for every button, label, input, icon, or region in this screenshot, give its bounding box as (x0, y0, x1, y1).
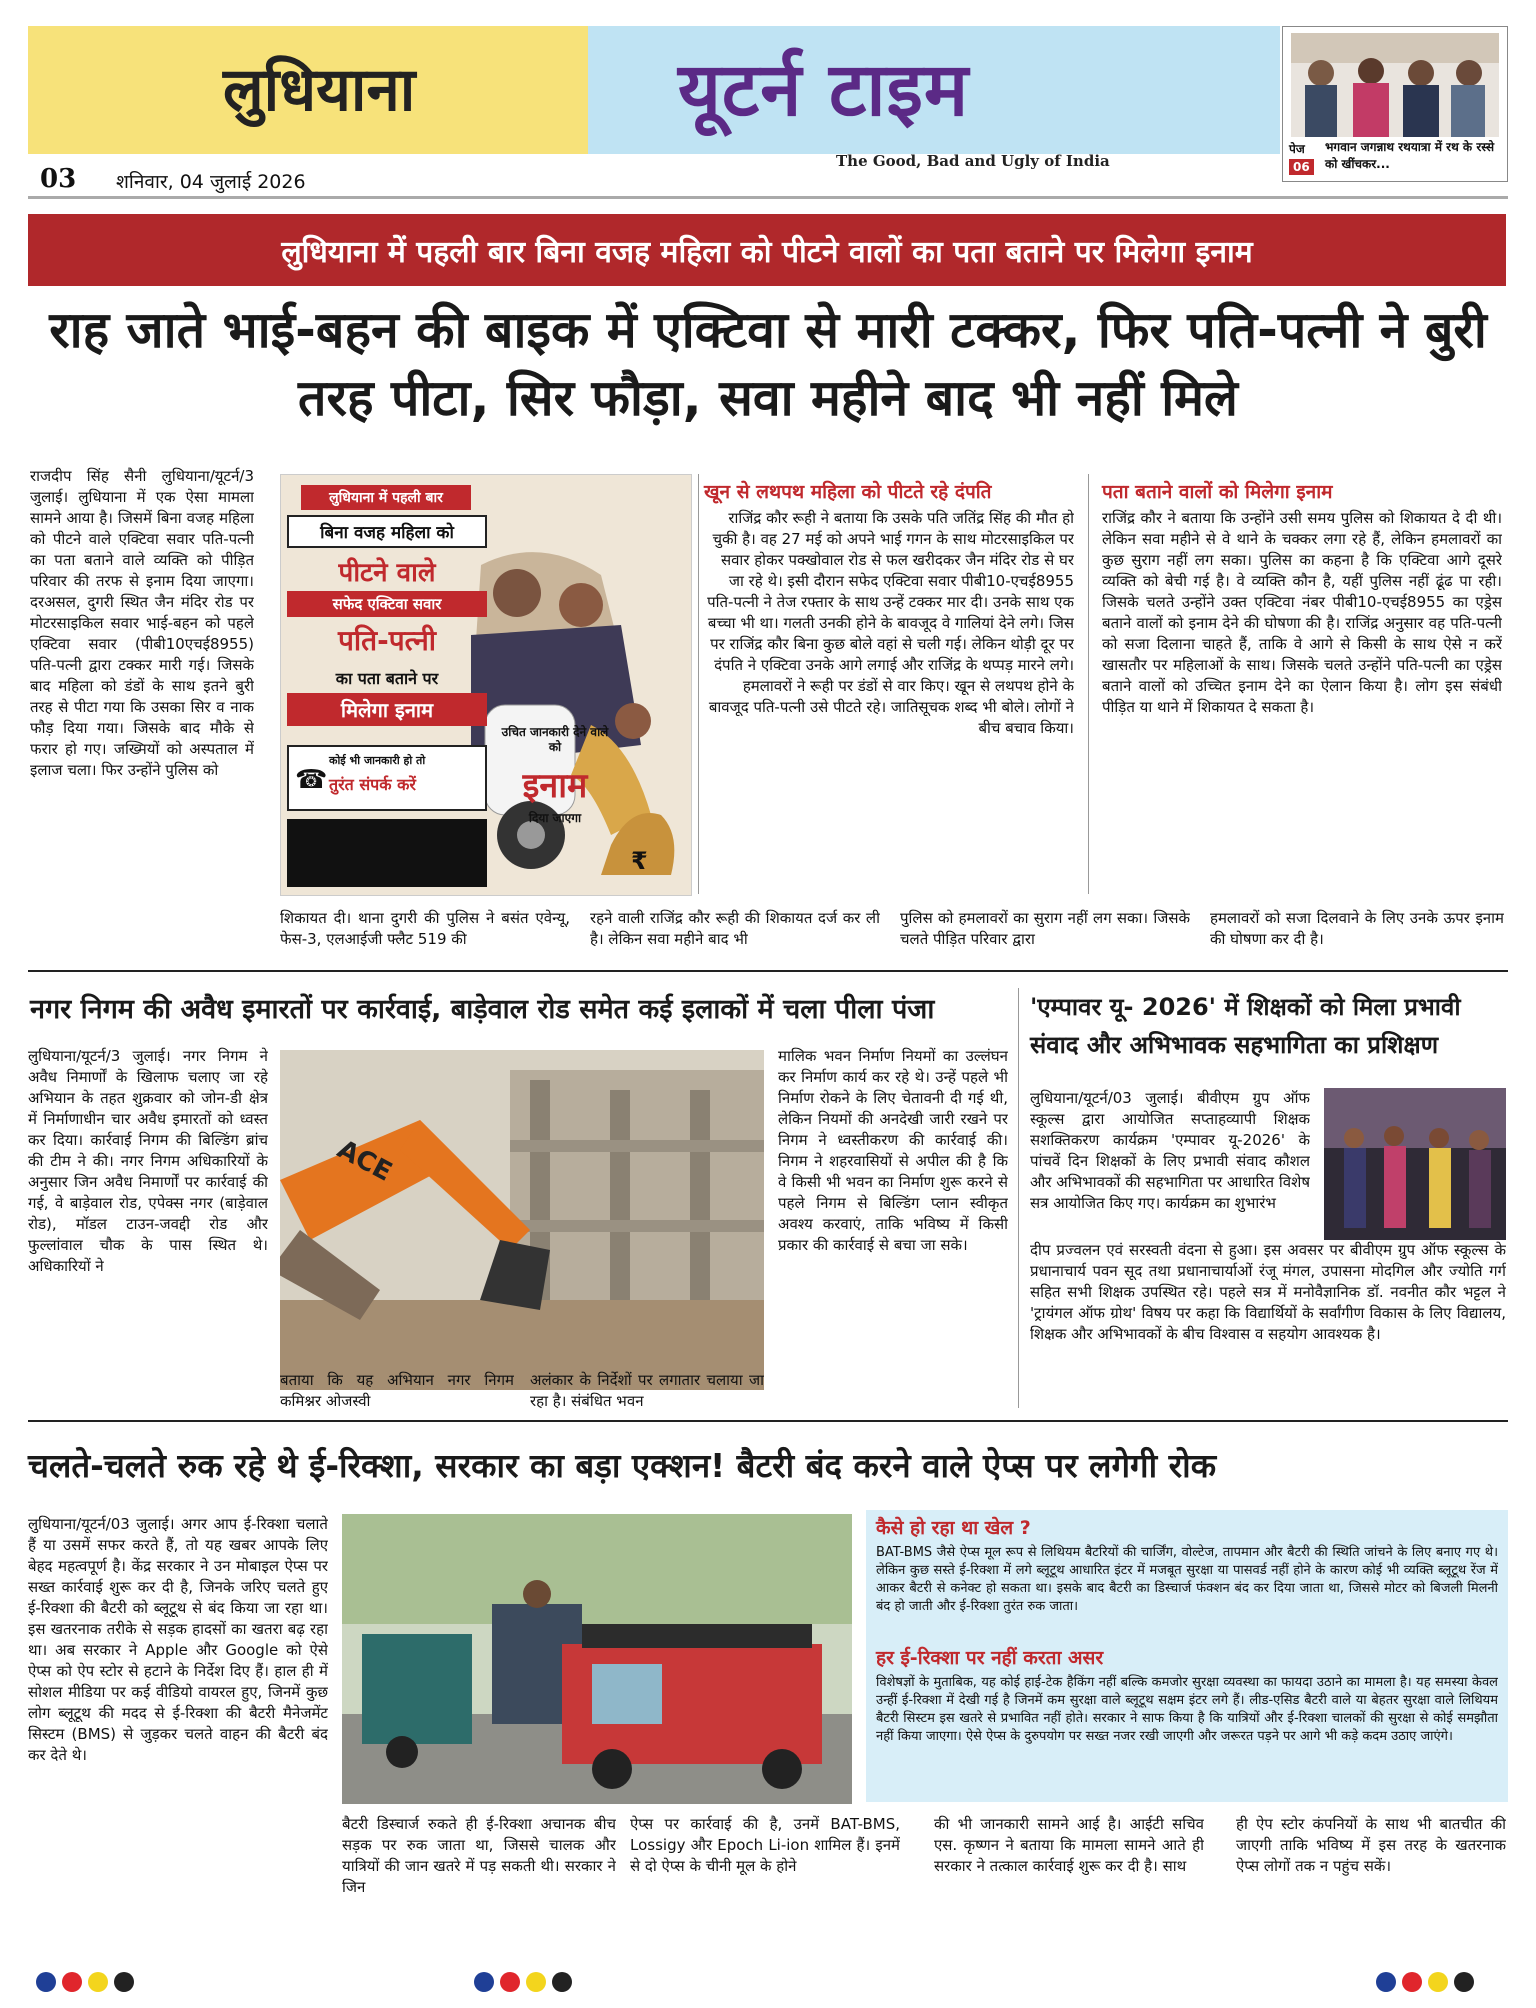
poster-contact2: तुरंत संपर्क करें (329, 775, 416, 794)
poster-line4: पति-पत्नी (337, 624, 437, 657)
reg-dot (36, 1972, 56, 1992)
story2-bottom-col1: बताया कि यह अभियान नगर निगम कमिश्नर ओजस्वी (280, 1371, 514, 1410)
erickshaw-photo (342, 1514, 852, 1804)
story1-divider-1 (698, 474, 699, 894)
tagline: The Good, Bad and Ugly of India (836, 152, 1110, 170)
poster-line1: बिना वजह महिला को (287, 515, 487, 548)
story4-bottom-col4: ही ऐप स्टोर कंपनियों के साथ भी बातचीत की जाएगी ताकि भविष्य में इस तरह के खतरनाक ऐप्स लोगों तक न पहुंच सकें। (1236, 1815, 1506, 1875)
reg-dot (114, 1972, 134, 1992)
registration-marks-left (36, 1972, 134, 1992)
teaser-page-number: 06 (1289, 159, 1314, 175)
reg-dot (526, 1972, 546, 1992)
story4-bottom-col1: बैटरी डिस्चार्ज रुकते ही ई-रिक्शा अचानक बीच सड़क पर रुक जाता था, जिससे चालक और यात्रियों की जान खतरे में पड़ सकती थी। सरकार ने जिन (342, 1815, 616, 1896)
teachers-scene (1324, 1088, 1506, 1240)
story3-col1: लुधियाना/यूटर्न/03 जुलाई। बीवीएम ग्रुप ऑफ स्कूल्स द्वारा आयोजित सप्ताहव्यापी शिक्षक सशक्तिकरण कार्यक्रम 'एम्पावर यू-2026' के पांचवें दिन शिक्षकों के लिए प्रभावी संवाद कौशल और अभिभावकों की सहभागिता पर आधारित विशेष सत्र आयोजित किए गए। कार्यक्रम का शुभारंभ (1030, 1089, 1310, 1212)
story1-headline: राह जाते भाई-बहन की बाइक में एक्टिवा से मारी टक्कर, फिर पति-पत्नी ने बुरी तरह पीटा, सिर फौड़ा, सवा महीने बाद भी नहीं मिले (49, 301, 1487, 427)
section-rule-2 (28, 1420, 1508, 1422)
poster-bag3: दिया जाएगा (528, 811, 582, 825)
story3-headline: 'एम्पावर यू- 2026' में शिक्षकों को मिला प्रभावी संवाद और अभिभावक सहभागिता का प्रशिक्षण (1030, 993, 1461, 1059)
poster-line2: पीटने वाले (338, 558, 436, 588)
story2-bottom-col2: अलंकार के निर्देशों पर लगातार चलाया जा रहा है। संबंधित भवन (530, 1371, 764, 1410)
erickshaw-scene (342, 1514, 852, 1804)
reg-dot (474, 1972, 494, 1992)
poster-line3: सफेद एक्टिवा सवार (287, 591, 487, 617)
story4-bottom-col3: की भी जानकारी सामने आई है। आईटी सचिव एस. कृष्णन ने बताया कि मामला सामने आते ही सरकार ने तत्काल कार्रवाई शुरू कर दी है। साथ (934, 1815, 1204, 1875)
section-rule-1 (28, 970, 1508, 972)
poster-line5: का पता बताने पर (335, 669, 439, 688)
excavator-scene (280, 1050, 764, 1390)
story1-bottom-col1: शिकायत दी। थाना दुगरी की पुलिस ने बसंत एवेन्यू, फेस-3, एलआईजी फ्लैट 519 की (280, 909, 570, 948)
reg-dot (552, 1972, 572, 1992)
info-box-heading-1: कैसे हो रहा था खेल ? (876, 1517, 1031, 1539)
banner-text: लुधियाना में पहली बार बिना वजह महिला को पीटने वालों का पता बताने पर मिलेगा इनाम (281, 234, 1253, 270)
poster-contact1: कोई भी जानकारी हो तो (329, 754, 426, 767)
story4-col1: लुधियाना/यूटर्न/03 जुलाई। अगर आप ई-रिक्शा चलाते हैं या उसमें सफर करते हैं, तो यह खबर आपके लिए बेहद महत्वपूर्ण है। केंद्र सरकार ने उन मोबाइल ऐप्स पर सख्त कार्रवाई शुरू कर दी है, जिनके जरिए चलते हुए ई-रिक्शा की बैटरी को ब्लूटूथ से बंद किया जा रहा था। इस खतरनाक तरीके से सड़क हादसों का खतरा बढ़ रहा था। अब सरकार ने Apple और Google को ऐसे ऐप्स को ऐप स्टोर से हटाने के निर्देश दिए हैं। हाल ही में सोशल मीडिया पर कई वीडियो वायरल हुए, जिनमें कुछ लोग ब्लूटूथ की मदद से ई-रिक्शा की बैटरी मैनेजमेंट सिस्टम (BMS) से जुड़कर चलते वाहन की बैटरी बंद कर देते थे। (28, 1515, 328, 1764)
story4-bottom-col2: ऐप्स पर कार्रवाई की है, उनमें BAT-BMS, Lossigy और Epoch Li-ion शामिल हैं। इनमें से दो ऐप्स के चीनी मूल के होने (630, 1815, 900, 1875)
excavator-label: ACE (332, 1134, 397, 1188)
teachers-photo (1324, 1088, 1506, 1240)
rupee-icon: ₹ (631, 847, 648, 875)
story1-divider-2 (1088, 474, 1089, 894)
banner (28, 214, 1506, 286)
reg-dot (1428, 1972, 1448, 1992)
poster-bag1: उचित जानकारी देने वाले को (501, 725, 609, 754)
paper-name: यूटर्न टाइम (678, 47, 970, 133)
masthead (28, 26, 1508, 194)
registration-marks-right (1376, 1972, 1474, 1992)
story1-bottom-col4: हमलावरों को सजा दिलवाने के लिए उनके ऊपर इनाम की घोषणा कर दी है। (1210, 909, 1504, 948)
story1-bottom-col3: पुलिस को हमलावरों का सुराग नहीं लग सका। जिसके चलते पीड़ित परिवार द्वारा (900, 909, 1190, 948)
story2-headline: नगर निगम की अवैध इमारतों पर कार्रवाई, बाड़ेवाल रोड समेत कई इलाकों में चला पीला पंजा (30, 994, 935, 1025)
story1-bottom-col2: रहने वाली राजिंद्र कौर रूही की शिकायत दर्ज कर ली है। लेकिन सवा महीने बाद भी (590, 909, 880, 948)
teaser-page-label: पेज (1289, 142, 1305, 156)
phone-icon: ☎ (295, 765, 328, 795)
story2-col1: लुधियाना/यूटर्न/3 जुलाई। नगर निगम ने अवैध निमार्णों के खिलाफ चलाए जा रहे अभियान के तहत शुक्रवार को जोन-डी क्षेत्र में निर्माणाधीन चार अवैध इमारतों को ध्वस्त कर दिया। कार्रवाई निगम की बिल्डिंग ब्रांच की टीम ने की। नगर निगम अधिकारियों के अनुसार जिन अवैध निमार्णों पर कार्रवाई की गई, वे बाड़ेवाल रोड, एपेक्स नगर (बाड़ेवाल रोड), मॉडल टाउन-जवद्दी रोड और फुल्लांवाल चौक के पास स्थित थे। अधिकारियों ने (28, 1047, 268, 1275)
masthead-rule (28, 196, 1508, 199)
story1-col2: राजिंद्र कौर रूही ने बताया कि उसके पति जतिंद्र सिंह की मौत हो चुकी है। वह 27 मई को अपने भाई गगन के साथ मोटरसाइकिल पर सवार होकर पक्खोवाल रोड से फल खरीदकर जैन मंदिर रोड से घर जा रहे थे। इसी दौरान सफेद एक्टिवा सवार पीबी10-एचई8955 पति-पत्नी ने तेज रफ्तार के साथ उन्हें टक्कर मार दी। उनके साथ एक बच्चा भी था। गलती उनकी होने के बावजूद वे गालियां देने लगे। जिस पर राजिंद्र कौर बिना कुछ बोले वहां से चली गई। लेकिन थोड़ी दूर पर दंपति ने एक्टिवा उनके आगे लगाई और राजिंद्र के थप्पड़ मारने लगे। हमलावरों ने रूही पर डंडों से वार किए। खून से लथपथ होने के बावजूद पति-पत्नी उसे पीटते रहे। जातिसूचक शब्द भी बोले। लोगों ने बीच बचाव किया। (707, 509, 1074, 737)
poster-bag2: इनाम (522, 766, 588, 806)
poster-contact-box (287, 745, 487, 811)
story4-headline: चलते-चलते रुक रहे थे ई-रिक्शा, सरकार का बड़ा एक्शन! बैटरी बंद करने वाले ऐप्स पर लगेगी रोक (28, 1446, 1217, 1485)
info-box-heading-2: हर ई-रिक्शा पर नहीं करता असर (876, 1647, 1104, 1669)
story2-divider (1018, 988, 1019, 1408)
page-date: शनिवार, 04 जुलाई 2026 (116, 171, 306, 193)
reg-dot (88, 1972, 108, 1992)
info-box-text-1: BAT-BMS जैसे ऐप्स मूल रूप से लिथियम बैटरियों की चार्जिंग, वोल्टेज, तापमान और बैटरी की स्थिति जांचने के लिए बनाए गए थे। लेकिन कुछ सस्ते ई-रिक्शा में लगे ब्लूटूथ आधारित इंटर में मजबूत सुरक्षा या पासवर्ड नहीं होने के कारण कोई भी व्यक्ति ब्लूटूथ रेंज में आकर बैटरी से कनेक्ट हो सकता था। इसके बाद बैटरी का डिस्चार्ज फंक्शन बंद कर दिया जाता था, जिससे मोटर को बिजली मिलनी बंद हो जाती और ई-रिक्शा तुरंत रुक जाता। (876, 1545, 1498, 1614)
demolition-photo (280, 1050, 764, 1390)
poster-top: लुधियाना में पहली बार (301, 485, 471, 510)
reg-dot (500, 1972, 520, 1992)
teaser-text: भगवान जगन्नाथ रथयात्रा में रथ के रस्से को खींचकर... (1325, 140, 1495, 171)
edition-name: लुधियाना (223, 55, 416, 125)
reg-dot (62, 1972, 82, 1992)
info-box-text-2: विशेषज्ञों के मुताबिक, यह कोई हाई-टेक हैकिंग नहीं बल्कि कमजोर सुरक्षा व्यवस्था का फायदा उठाने का मामला है। यह समस्या केवल उन्हीं ई-रिक्शा में देखी गई है जिनमें कम सुरक्षा वाले ब्लूटूथ सक्षम इंटर लगे हैं। लीड-एसिड बैटरी वाले या बेहतर सुरक्षा वाले लिथियम बैटरी सिस्टम इस खतरे से प्रभावित नहीं होते। सरकार ने साफ किया है कि यात्रियों और ई-रिक्शा चालकों की सुरक्षा से कोई समझौता नहीं किया जाएगा। ऐसे ऐप्स के दुरुपयोग पर सख्त नजर रखी जाएगी और जरूरत पड़ने पर आगे भी कड़े कदम उठाए जाएंगे। (876, 1675, 1498, 1744)
reg-dot (1376, 1972, 1396, 1992)
info-box (866, 1510, 1508, 1802)
registration-marks-center (474, 1972, 572, 1992)
story2-col2: मालिक भवन निर्माण नियमों का उल्लंघन कर निर्माण कार्य कर रहे थे। उन्हें पहले भी निर्माण रोकने के लिए चेतावनी दी गई थी, लेकिन नियमों की अनदेखी जारी रखने पर निगम ने ध्वस्तीकरण की कार्रवाई की। निगम ने शहरवासियों से अपील की है कि वे किसी भी भवन का निर्माण शुरू करने से पहले निगम से बिल्डिंग प्लान स्वीकृत अवश्य करवाएं, ताकि भविष्य में किसी प्रकार की कार्रवाई से बचा जा सके। (778, 1047, 1008, 1254)
teaser-photo (1291, 33, 1499, 137)
reg-dot (1402, 1972, 1422, 1992)
reward-poster (280, 474, 692, 896)
poster-line6: मिलेगा इनाम (287, 693, 487, 726)
teaser-box[interactable] (1282, 26, 1508, 182)
poster-black-block (287, 819, 487, 887)
story1-sub2: पता बताने वालों को मिलेगा इनाम (1102, 481, 1333, 503)
story1-col3: राजिंद्र कौर ने बताया कि उन्होंने उसी समय पुलिस को शिकायत दे दी थी। लेकिन सवा महीने से वे थाने के चक्कर लगा रहे हैं, लेकिन हमलावरों का कुछ सुराग नहीं लग सका। पुलिस का कहना है कि एक्टिवा आगे दूसरे व्यक्ति को बेची गई है। वे व्यक्ति कौन है, यहीं पुलिस नहीं ढूंढ पा रही। जिसके चलते उन्होंने उक्त एक्टिवा नंबर पीबी10-एचई8955 का एड्रेस बताने वालों को इनाम देने की घोषणा की है। राजिंद्र अनुसार वह पति-पत्नी को सजा दिलाना चाहते हैं, ताकि वे आगे से किसी के साथ ऐसे न करें खासतौर पर महिलाओं के साथ। जिसके चलते उन्होंने पति-पत्नी का एड्रेस बताने वालों को उच्चित इनाम देने का ऐलान किया है। लोग इस संबंधी पीड़ित या थाने में शिकायत दे सकता है। (1102, 509, 1502, 716)
story1-col1: राजदीप सिंह सैनी लुधियाना/यूटर्न/3 जुलाई। लुधियाना में एक ऐसा मामला सामने आया है। जिसमें बिना वजह महिला को पीटने वाले एक्टिवा सवार पति-पत्नी का पता बताने वाले व्यक्ति को पीड़ित परिवार की तरफ से इनाम दिया जाएगा। दरअसल, दुगरी स्थित जैन मंदिर रोड पर मोटरसाइकिल सवार भाई-बहन को पहले एक्टिवा सवार (पीबी10एचई8955) पति-पत्नी द्वारा टक्कर मारी गई। जिसके बाद महिला को डंडों के साथ इतने बुरी तरह से पीटा गया कि उसका सिर व नाक फौड़ दिया गया। जिसके बाद मौके से फरार हो गए। जख्मियों को अस्पताल में इलाज चला। फिर उन्होंने पुलिस को (30, 467, 254, 779)
story1-sub1: खून से लथपथ महिला को पीटते रहे दंपति (704, 481, 992, 503)
reg-dot (1454, 1972, 1474, 1992)
page-number: 03 (40, 164, 77, 194)
poster-reward-bag (495, 725, 645, 885)
story3-col2: दीप प्रज्वलन एवं सरस्वती वंदना से हुआ। इस अवसर पर बीवीएम ग्रुप ऑफ स्कूल्स के प्रधानाचार्य पवन सूद तथा प्रधानाचार्याओं रंजू मंगल, उपासना मोदगिल और ज्योति गर्ग सहित सभी शिक्षक उपस्थित रहे। पहले सत्र में मनोवैज्ञानिक डॉ. नवनीत कौर भट्टल ने 'ट्रायंगल ऑफ ग्रोथ' विषय पर कहा कि विद्यार्थियों के सर्वांगीण विकास के लिए विद्यालय, शिक्षक और अभिभावकों के बीच विश्वास व सहयोग आवश्यक है। (1030, 1241, 1506, 1343)
